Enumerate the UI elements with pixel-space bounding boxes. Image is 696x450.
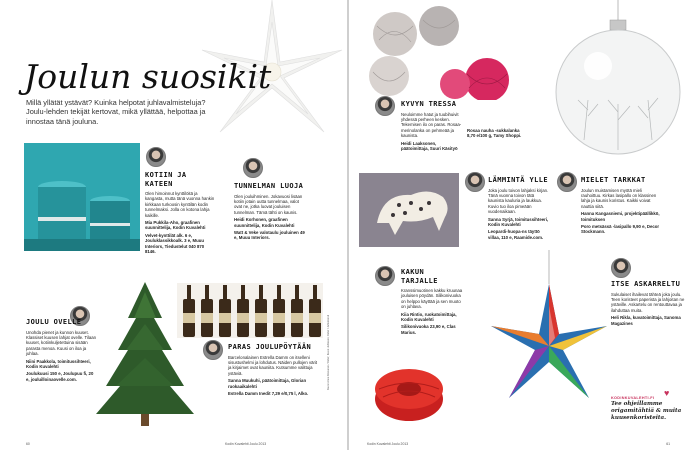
article-body: Unohda pienet ja kunnon kuuset. Klassiset kuusen lahjat ovelle. Tilaan kuuset, kotiinkuljetettuina sisään parasta menoa. Kuusi on iloa ja juhlaa. [26, 329, 96, 357]
article-body: Joka joulu toivon lahjaksi kirjan. Tänä vuonna toivon tätä kaunista kauluria ja laukkua. Kuvio tuo iloa pimeään vuodenaikaan. [488, 187, 549, 215]
author-avatar [375, 266, 395, 286]
author-avatar [146, 147, 166, 167]
article-title: JOULU OVELLE [26, 318, 82, 326]
silicone-cake-mold-image [371, 343, 446, 428]
heart-icon: ♥ [664, 388, 670, 398]
product-info-kyvyn [467, 126, 523, 139]
article-signature: Hanna Kangasniemi, projektipäällikkö, toimituksen [581, 211, 660, 222]
article-title: MIELET TARKKAT [581, 176, 646, 184]
article-itse [611, 280, 689, 326]
magazine-footer: Kodin Kuvalehti Joulu 2013 [367, 442, 409, 446]
page-number: 61 [666, 442, 670, 446]
product-info: Rosaa nauha -sukkalanka 8,70 e/100 g, Tamy Shoppi. [467, 128, 522, 139]
article-body: Barcelonalainen Estrella Damm on itselleni sisustushelmi ja lohdutus. Näiden pullojen värit ja kirjaimet ovat kauniita. Kutsumme valittuja ystäviä. [228, 354, 318, 376]
author-avatar [465, 172, 485, 192]
product-info: Watt & Veke valotaulu jouluinen 49 e, Muuu Interiors. [234, 229, 305, 241]
author-avatar [243, 158, 263, 178]
article-mielet [581, 176, 661, 235]
product-info: Silikonivuoka 23,90 e, Clas Marius. [401, 324, 456, 335]
magazine-footer: Kodin Kuvalehti Joulu 2013 [225, 442, 267, 446]
author-avatar [375, 96, 395, 116]
article-lammin [488, 176, 550, 240]
article-signature: Heidi Laaksonen, päätoimittaja, Suuri Käsityö [401, 140, 458, 151]
article-kakun [401, 268, 463, 335]
left-page [0, 0, 347, 450]
article-body: Olen jouluihminen. Jokavuosi lisäan kotiin jotain uutta tunnelmaa, valot ovat ne, jotka luovat jouluisen tunnelman. Tämä tähti on kaunis. [234, 193, 303, 215]
article-signature: Mia Pukkila-Aho, graafinen suunnittelija, Kodin Kuvalehti [145, 220, 206, 231]
article-kyvyn [401, 100, 463, 151]
leopard-pouch-image [359, 173, 459, 247]
article-signature: Sanna Syrjä, toimitussihteeri, Kodin Kuvalehti [488, 216, 549, 227]
product-info: Leopardi-huopa-ns täyttö villaa, 110 e, Raamide.com. [488, 229, 544, 240]
article-title: ITSE ASKARRELTU [611, 280, 681, 288]
beer-bottles-image [177, 283, 323, 338]
page-headline: Joulun suosikit [24, 57, 272, 96]
article-title: KYVYN TRESSA [401, 100, 457, 108]
author-avatar [611, 258, 631, 278]
article-title: LÄMMINTÄ YLLE [488, 176, 548, 184]
article-body: Neuloimme hatut ja tuubihuivit yhdessä perheen kesken. Tekemisen ilo on paras. Rosaa-merinolanka on pehmeää ja kaunista. [401, 111, 462, 139]
promo-box [611, 396, 691, 421]
article-body: Joulun muistamisen myötä mieli rauhoittuu. Kirkas lasipallo on klassinen lahja ja kaunis koristus. Kaikki voivat nauttia siitä. [581, 187, 657, 209]
article-body: Olen himoinnut kynttilöitä ja kangasta, mutta tänä vuonna hankin kirkkaan turkoosin kynttilän kodin tunnelmaksi. Jolla on kotona lahja kaikille. [145, 191, 215, 218]
author-avatar [203, 340, 223, 360]
photo-credit: Kuvat Anne Kinnunen / Rider; Kuvat Juhlanen; Rider / Juhlatrendi [327, 314, 330, 390]
promo-url[interactable]: KODINKUVALEHTI.FI [611, 396, 655, 400]
article-kotiin [145, 171, 215, 254]
article-signature: Heli Rikla, kuvatoimittaja, Sanoma Magazines [611, 315, 681, 326]
article-title: KOTIIN JA KATEEN [145, 171, 187, 188]
yarn-balls-image [359, 0, 514, 100]
article-paras [228, 343, 318, 396]
article-signature: Kiia Rintio, ruokatoimittaja, Kodin Kuvalehti [401, 311, 457, 323]
promo-text: Tee ohjeillamme origamitähtiä & muita kuusenkoristeita. [611, 401, 682, 421]
author-avatar [557, 172, 577, 192]
article-joulu [26, 318, 96, 382]
product-info: Poro metsässä -lasipallo 9,90 e, Decor Stockmann. [581, 223, 660, 235]
article-title: TUNNELMAN LUOJA [234, 182, 304, 190]
article-title: KAKUN TARJALLE [401, 268, 438, 285]
article-signature: Sanna Muukuhi, päätoimittaja, Glorian ruokaaikalehti [228, 378, 307, 389]
page-number: 60 [26, 442, 30, 446]
article-signature: Niini Paakkola, toimitussihteeri, Kodin Kuvalehti [26, 358, 91, 369]
article-title: PARAS JOULUPÖYTÄÄN [228, 343, 312, 351]
product-info: Estrella Damm Inedit 7,29 e/0,75 l, Alko. [228, 390, 309, 396]
product-info: Joulukuusi 150 e, Joulupuu fi, 20 e, jouluilloinaovelle.com. [26, 371, 94, 382]
article-body: Sukulaiset ihailevat tähteä joka joulu. Teen koristeet paperista ja lahjoitan ne ystäville. Askartelu on rentouttavaa ja ilahduttaa muita. [611, 291, 685, 313]
right-page [349, 0, 696, 450]
glass-bauble-image [544, 0, 696, 165]
origami-star-image [484, 250, 614, 420]
product-info: Velvet-kynttilät alk. 6 e, Jouluklassikkoalk. 3 e, Muuu Interiors, Tiedustelut 040 870 8146. [145, 232, 205, 255]
article-signature: Heidi Korhonen, graafinen suunnittelija, Kodin Kuvalehti [234, 217, 295, 228]
article-tunnelman [234, 182, 306, 241]
article-body: Kranssimuotinen kakku kruunaa jouluisen pöydän. Silikonivuoka on helppo käyttää ja sen muoto on juhlava. [401, 288, 463, 310]
intro-text: Millä yllätät ystävät? Kuinka helpotat juhlavalmisteluja? Joulu-lehden tekijät kertovat, mikä yllättää, helpottaa ja innostaa tänä jouluna. [26, 98, 206, 126]
teal-candles-image [24, 143, 140, 251]
